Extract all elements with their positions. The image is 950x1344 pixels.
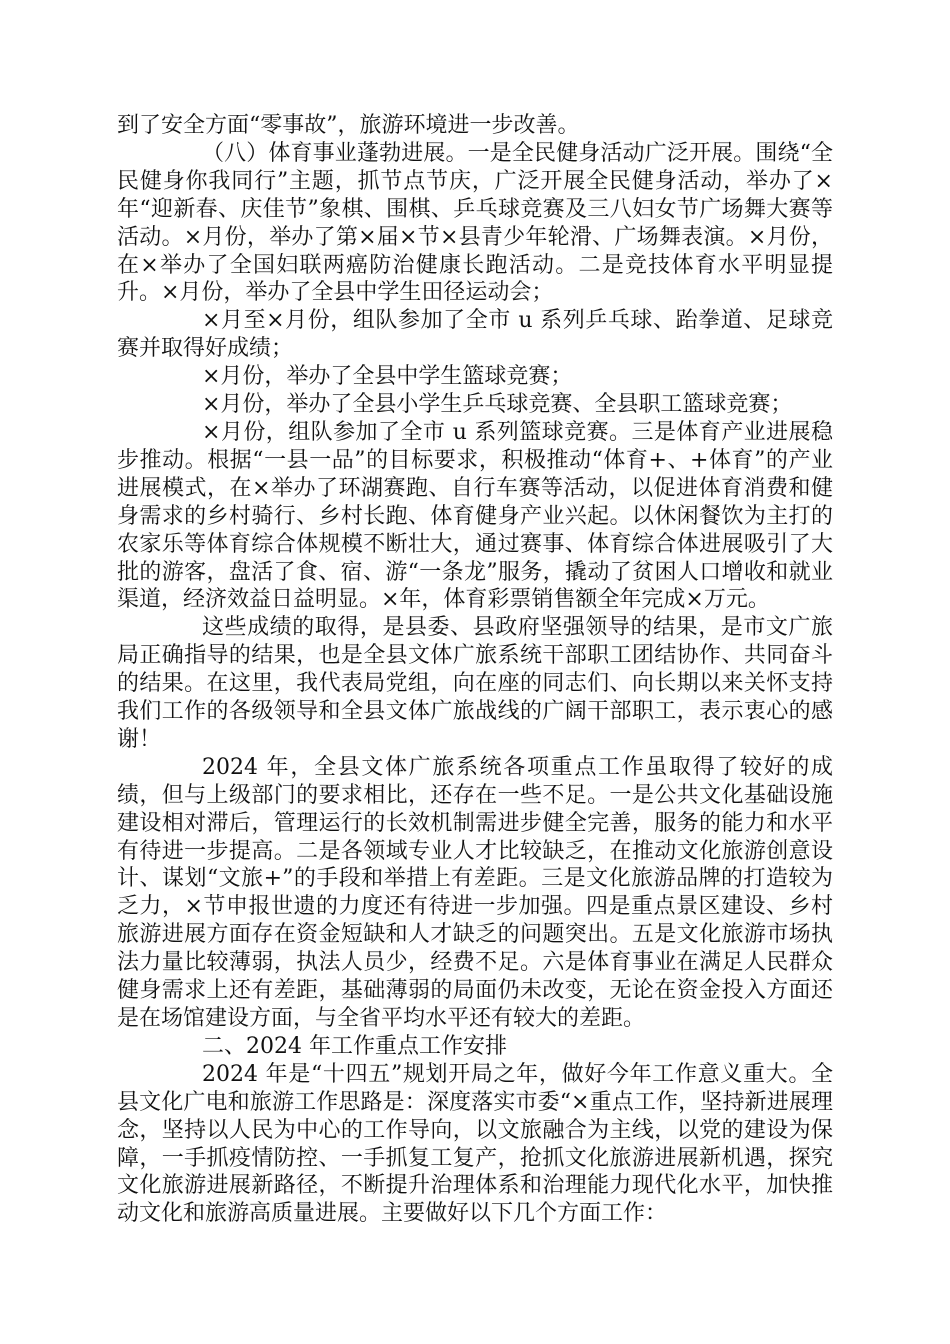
paragraph: 到了安全方面“零事故”，旅游环境进一步改善。 xyxy=(117,113,580,138)
paragraph: （八）体育事业蓬勃进展。一是全民健身活动广泛开展。围绕“全民健身你我同行”主题，抓节点节庆，广泛开展全民健身活动，举办了×年“迎新春、庆佳节”象棋、围棋、乒乓球竞赛及三八妇女节广场舞大赛等活动。×月份，举办了第×届×节×县青少年轮滑、广场舞表演。×月份，在×举办了全国妇联两癌防治健康长跑活动。二是竞技体育水平明显提升。×月份，举办了全县中学生田径运动会； xyxy=(117,140,833,306)
paragraph: ×月份，举办了全县中学生篮球竞赛； xyxy=(202,364,573,390)
document-body xyxy=(117,112,833,1228)
paragraph: 2024 年，全县文体广旅系统各项重点工作虽取得了较好的成绩，但与上级部门的要求相比，还存在一些不足。一是公共文化基础设施建设相对滞后，管理运行的长效机制需进步健全完善，服务的能力和水平有待进一步提高。二是各领域专业人才比较缺乏，在推动文化旅游创意设计、谋划“文旅+”的手段和举措上有差距。三是文化旅游品牌的打造较为乏力，×节申报世遗的力度还有待进一步加强。四是重点景区建设、乡村旅游进展方面存在资金短缺和人才缺乏的问题突出。五是文化旅游市场执法力量比较薄弱，执法人员少，经费不足。六是体育事业在满足人民群众健身需求上还有差距，基础薄弱的局面仍未改变，无论在资金投入方面还是在场馆建设方面，与全省平均水平还有较大的差距。 xyxy=(117,754,833,1031)
section-heading: 二、2024 年工作重点工作安排 xyxy=(202,1033,507,1059)
paragraph: ×月份，举办了全县小学生乒乓球竞赛、全县职工篮球竞赛； xyxy=(202,392,793,418)
paragraph: 2024 年是“十四五”规划开局之年，做好今年工作意义重大。全县文化广电和旅游工作思路是：深度落实市委“×重点工作，坚持新进展理念，坚持以人民为中心的工作导向，以文旅融合为主线，以党的建设为保障，一手抓疫情防控、一手抓复工复产，抢抓文化旅游进展新机遇，探究文化旅游进展新路径，不断提升治理体系和治理能力现代化水平，加快推动文化和旅游高质量进展。主要做好以下几个方面工作： xyxy=(117,1061,833,1227)
paragraph: ×月份，组队参加了全市 u 系列篮球竞赛。三是体育产业进展稳步推动。根据“一县一品”的目标要求，积极推动“体育+、+体育”的产业进展模式，在×举办了环湖赛跑、自行车赛等活动，以促进体育消费和健身需求的乡村骑行、乡村长跑、体育健身产业兴起。以休闲餐饮为主打的农家乐等体育综合体规模不断壮大，通过赛事、体育综合体进展吸引了大批的游客，盘活了食、宿、游“一条龙”服务，撬动了贫困人口增收和就业渠道，经济效益日益明显。×年，体育彩票销售额全年完成×万元。 xyxy=(117,419,833,613)
paragraph: 这些成绩的取得，是县委、县政府坚强领导的结果，是市文广旅局正确指导的结果，也是全县文体广旅系统干部职工团结协作、共同奋斗的结果。在这里，我代表局党组，向在座的同志们、向长期以来关怀支持我们工作的各级领导和全县文体广旅战线的广阔干部职工，表示衷心的感谢！ xyxy=(117,615,833,752)
paragraph: ×月至×月份，组队参加了全市 u 系列乒乓球、跆拳道、足球竞赛并取得好成绩； xyxy=(117,308,833,362)
